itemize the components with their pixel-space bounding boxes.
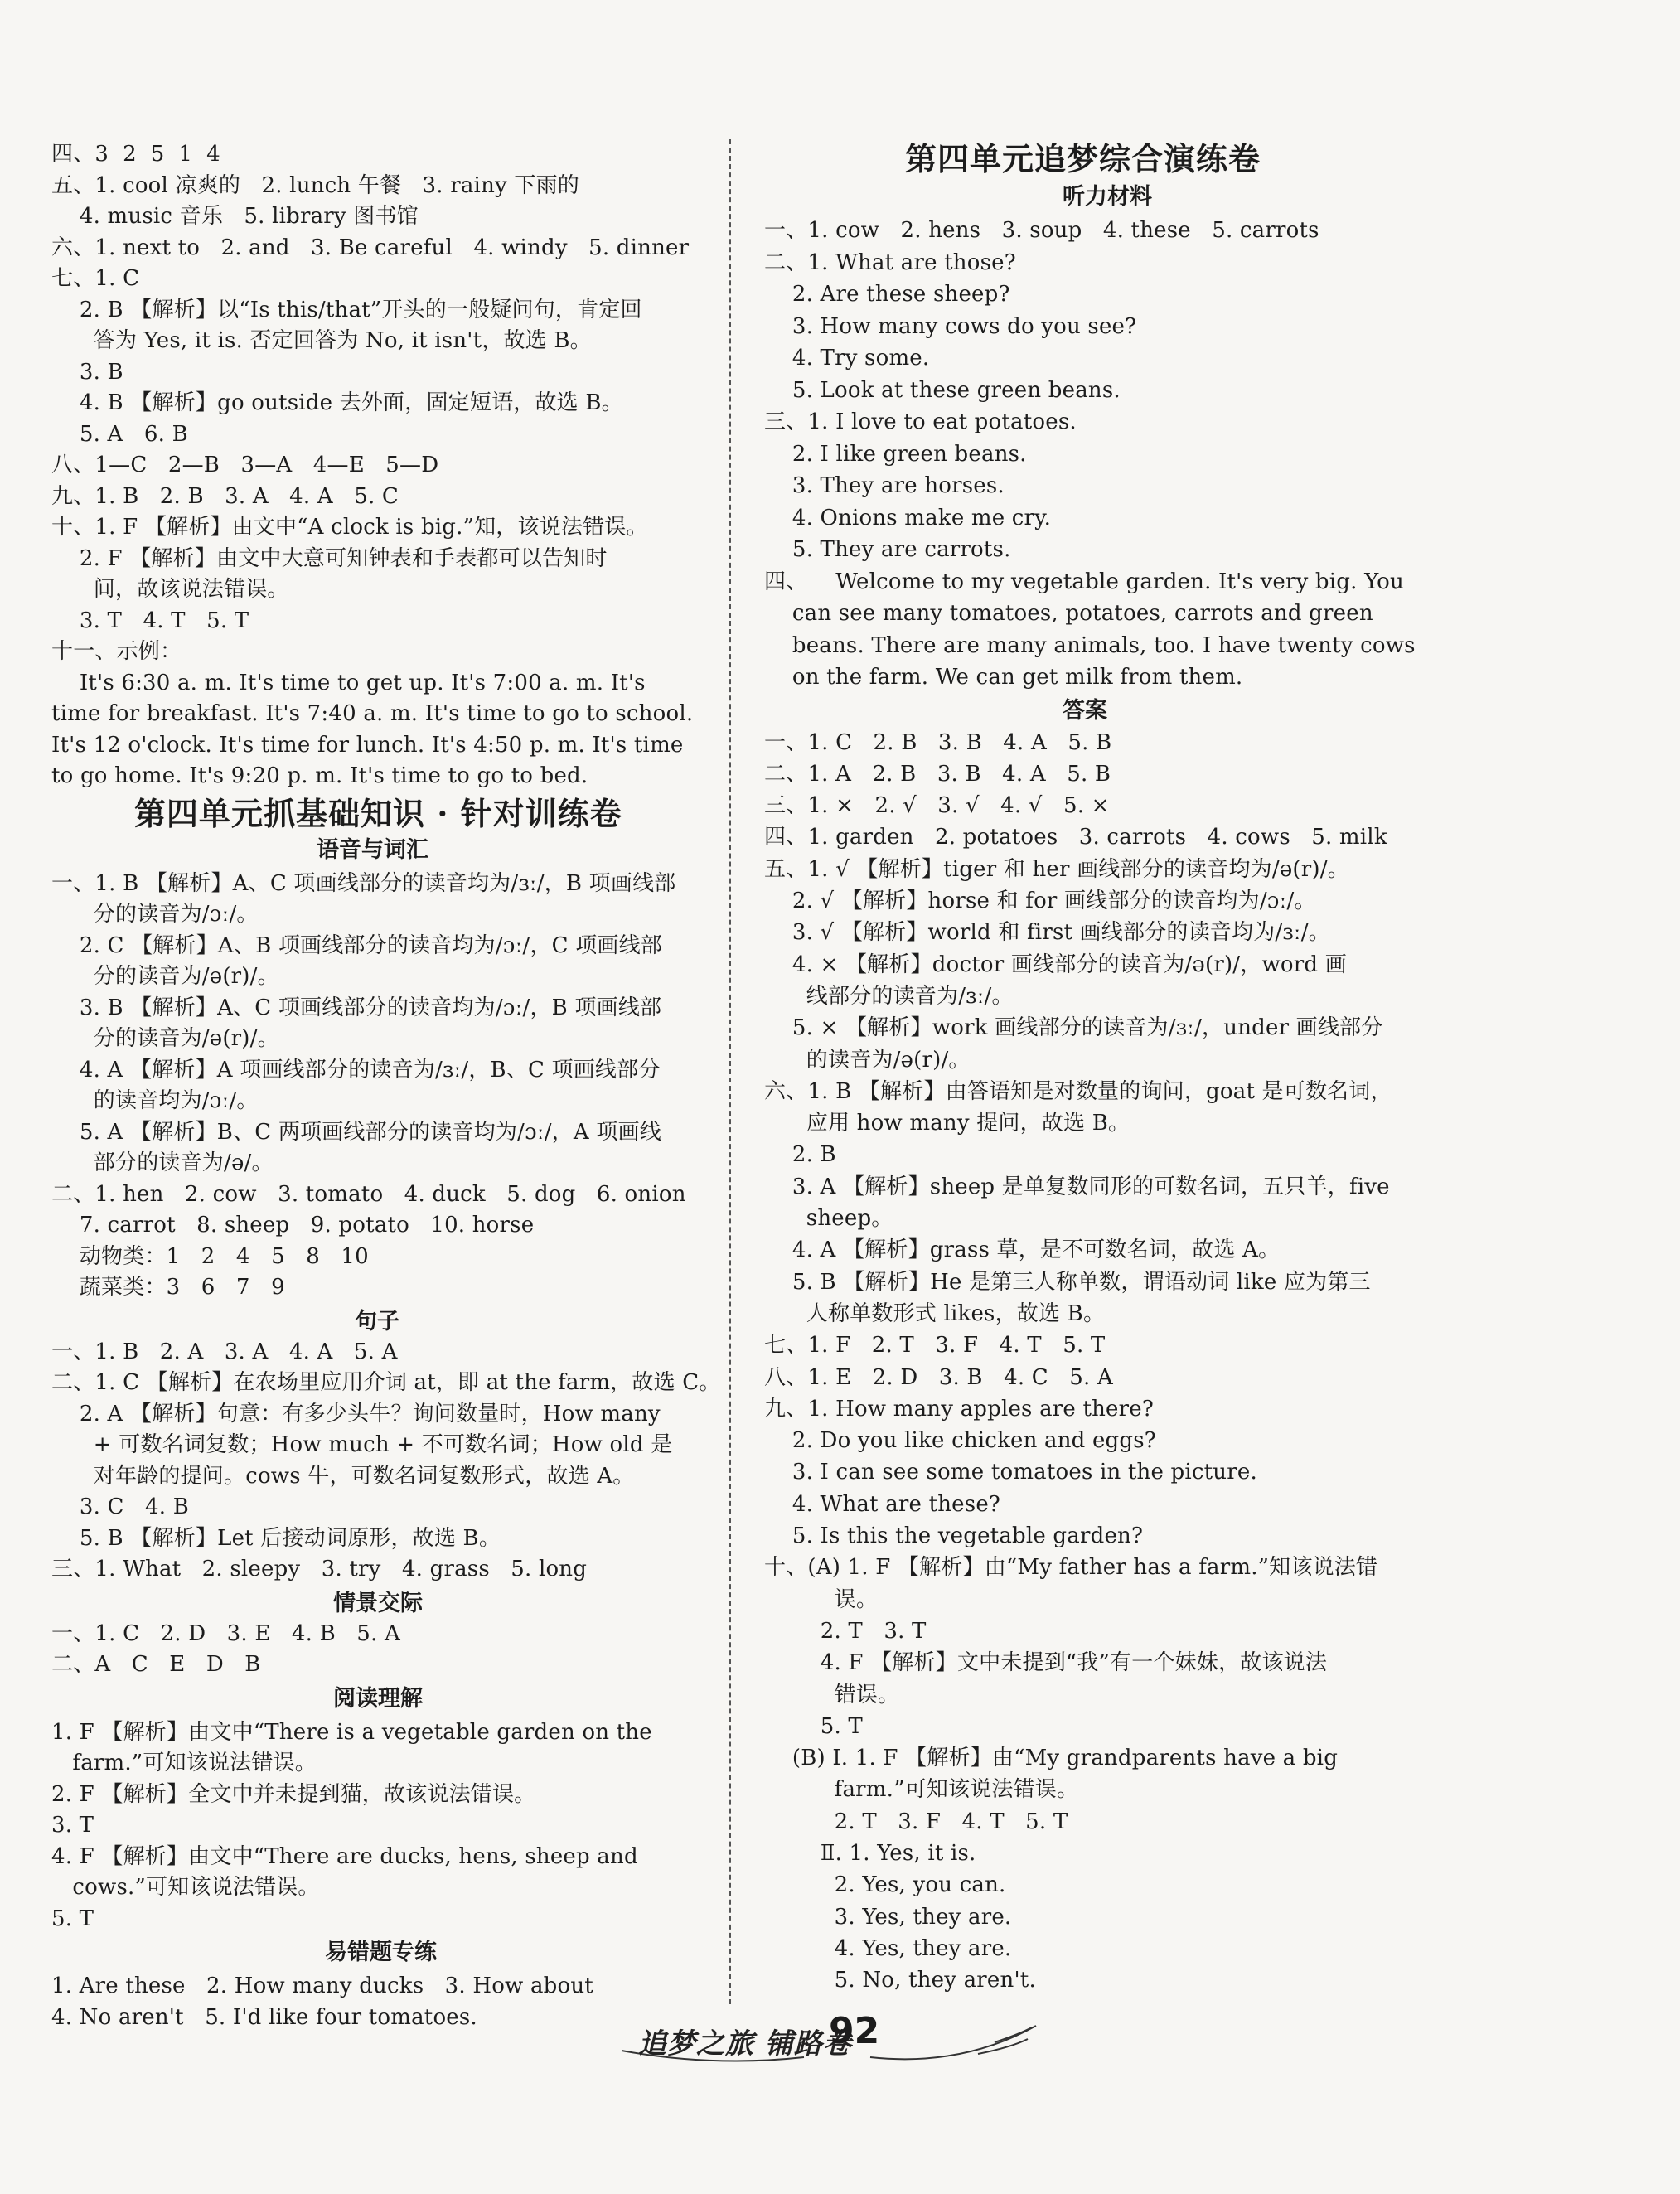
- text-line: 5. Is this the vegetable garden?: [764, 1523, 1144, 1548]
- text-line: 2. A 【解析】句意：有多少头牛？询问数量时，How many: [51, 1401, 661, 1426]
- text-line: 三、1. What 2. sleepy 3. try 4. grass 5. long: [51, 1557, 588, 1581]
- text-line: 五、1. cool 凉爽的 2. lunch 午餐 3. rainy 下雨的: [51, 172, 579, 198]
- text-line: cows.”可知该说法错误。: [51, 1875, 320, 1900]
- text-line: 4. A 【解析】grass 草，是不可数名词，故选 A。: [764, 1237, 1281, 1263]
- text-line: 2. F 【解析】由文中大意可知钟表和手表都可以告知时: [51, 545, 608, 571]
- text-line: 3. A 【解析】sheep 是单复数同形的可数名词，五只羊，five: [764, 1174, 1390, 1199]
- text-line: 五、1. √ 【解析】tiger 和 her 画线部分的读音均为/ə(r)/。: [764, 856, 1349, 882]
- text-line: 应用 how many 提问，故选 B。: [764, 1111, 1130, 1136]
- text-line: 分的读音为/ə(r)/。: [51, 964, 279, 989]
- text-line: beans. There are many animals, too. I have twenty cows: [764, 632, 1416, 658]
- text-line: 2. I like green beans.: [764, 441, 1027, 467]
- text-line: 2. T 3. T: [764, 1618, 927, 1644]
- text-line: 八、1—C 2—B 3—A 4—E 5—D: [51, 453, 439, 477]
- text-line: 2. T 3. F 4. T 5. T: [764, 1809, 1068, 1834]
- text-line: 3. I can see some tomatoes in the picture.: [764, 1460, 1257, 1485]
- text-line: 误。: [764, 1586, 879, 1612]
- text-line: 3. T 4. T 5. T: [51, 608, 249, 633]
- text-line: sheep。: [764, 1206, 893, 1231]
- page-number: 92: [829, 2010, 880, 2052]
- text-line: 线部分的读音为/ɜː/。: [764, 983, 1014, 1009]
- text-line: 一、1. C 2. D 3. E 4. B 5. A: [51, 1620, 400, 1646]
- text-line: 4. What are these?: [764, 1491, 1001, 1517]
- text-line: 3. √ 【解析】world 和 first 画线部分的读音均为/ɜː/。: [764, 920, 1330, 946]
- text-line: time for breakfast. It's 7:40 a. m. It's time to go to school.: [51, 701, 694, 726]
- text-line: 2. B 【解析】以“Is this/that”开头的一般疑问句，肯定回: [51, 297, 642, 322]
- text-line: 一、1. C 2. B 3. B 4. A 5. B: [764, 729, 1112, 755]
- text-line: 2. F 【解析】全文中并未提到猫，故该说法错误。: [51, 1781, 536, 1807]
- text-line: 2. Yes, you can.: [764, 1872, 1006, 1898]
- subsection-heading: 易错题专练: [325, 1940, 437, 1965]
- text-line: 一、1. B 2. A 3. A 4. A 5. A: [51, 1339, 398, 1364]
- column-divider: [729, 139, 731, 2004]
- text-line: 分的读音为/ɔː/。: [51, 902, 259, 927]
- subsection-heading: 语音与词汇: [317, 836, 428, 863]
- section-title: 第四单元追梦综合演练卷: [905, 140, 1261, 177]
- text-line: 4. No aren't 5. I'd like four tomatoes.: [51, 2004, 477, 2030]
- text-line: 六、1. B 【解析】由答语知是对数量的询问，goat 是可数名词，: [764, 1078, 1392, 1104]
- subsection-heading: 句子: [355, 1308, 399, 1334]
- text-line: 4. A 【解析】A 项画线部分的读音为/ɜː/，B、C 项画线部分: [51, 1057, 661, 1082]
- text-line: 三、1. × 2. √ 3. √ 4. √ 5. ×: [764, 793, 1110, 819]
- text-line: 5. T: [51, 1906, 94, 1931]
- text-line: 二、A C E D B: [51, 1652, 261, 1677]
- text-line: 5. They are carrots.: [764, 537, 1011, 562]
- text-line: 4. F 【解析】由文中“There are ducks, hens, sheep and: [51, 1843, 638, 1869]
- text-line: 4. Onions make me cry.: [764, 505, 1052, 530]
- text-line: 一、1. cow 2. hens 3. soup 4. these 5. carrots: [764, 218, 1319, 243]
- text-line: 的读音为/ə(r)/。: [764, 1047, 971, 1073]
- text-line: 2. Do you like chicken and eggs?: [764, 1428, 1156, 1454]
- text-line: 5. No, they aren't.: [764, 1968, 1036, 1993]
- text-line: 人称单数形式 likes，故选 B。: [764, 1300, 1106, 1326]
- text-line: 2. √ 【解析】horse 和 for 画线部分的读音均为/ɔː/。: [764, 889, 1316, 913]
- text-line: 四、 Welcome to my vegetable garden. It's very big. You: [764, 569, 1404, 594]
- text-line: 十、(A) 1. F 【解析】由“My father has a farm.”知该说法错: [764, 1555, 1378, 1581]
- text-line: can see many tomatoes, potatoes, carrots and green: [764, 601, 1373, 626]
- text-line: 4. F 【解析】文中未提到“我”有一个妹妹，故该说法: [764, 1650, 1328, 1676]
- text-line: 间，故该说法错误。: [51, 577, 289, 602]
- text-line: 对年龄的提问。cows 牛，可数名词复数形式，故选 A。: [51, 1463, 635, 1489]
- text-line: 3. They are horses.: [764, 473, 1005, 498]
- text-line: 5. B 【解析】He 是第三人称单数，谓语动词 like 应为第三: [764, 1269, 1371, 1295]
- text-line: 5. T: [764, 1713, 863, 1739]
- text-line: 的读音均为/ɔː/。: [51, 1088, 259, 1113]
- text-line: 二、1. hen 2. cow 3. tomato 4. duck 5. dog 6. onion: [51, 1181, 686, 1207]
- brand-logo: 追梦之旅 铺路卷: [638, 2027, 852, 2061]
- text-line: 7. carrot 8. sheep 9. potato 10. horse: [51, 1213, 535, 1237]
- text-line: 3. B 【解析】A、C 项画线部分的读音均为/ɔː/，B 项画线部: [51, 995, 662, 1020]
- text-line: 3. How many cows do you see?: [764, 313, 1137, 339]
- text-line: 蔬菜类：3 6 7 9: [51, 1275, 285, 1300]
- text-line: 动物类：1 2 4 5 8 10: [51, 1243, 369, 1269]
- text-line: 4. Try some.: [764, 346, 930, 371]
- text-line: It's 12 o'clock. It's time for lunch. It's 4:50 p. m. It's time: [51, 732, 684, 758]
- text-line: to go home. It's 9:20 p. m. It's time to go to bed.: [51, 763, 588, 788]
- text-line: Ⅱ. 1. Yes, it is.: [764, 1841, 976, 1866]
- text-line: 一、1. B 【解析】A、C 项画线部分的读音均为/ɜː/，B 项画线部: [51, 870, 676, 896]
- text-line: 2. B: [764, 1142, 836, 1168]
- text-line: 二、1. What are those?: [764, 249, 1016, 275]
- text-line: 九、1. How many apples are there?: [764, 1396, 1154, 1421]
- text-line: 八、1. E 2. D 3. B 4. C 5. A: [764, 1364, 1113, 1390]
- text-line: 七、1. F 2. T 3. F 4. T 5. T: [764, 1333, 1106, 1359]
- text-line: 5. Look at these green beans.: [764, 377, 1121, 403]
- text-line: 分的读音为/ə(r)/。: [51, 1026, 279, 1051]
- text-line: 2. Are these sheep?: [764, 282, 1010, 307]
- text-line: 1. Are these 2. How many ducks 3. How about: [51, 1974, 593, 1998]
- text-line: 3. Yes, they are.: [764, 1904, 1012, 1930]
- text-line: 3. B: [51, 359, 123, 385]
- subsection-heading: 情景交际: [333, 1590, 423, 1616]
- text-line: 十一、示例：: [51, 639, 182, 664]
- text-line: 5. × 【解析】work 画线部分的读音为/ɜː/，under 画线部分: [764, 1015, 1383, 1041]
- text-line: farm.”可知该说法错误。: [764, 1777, 1079, 1803]
- text-line: 5. A 【解析】B、C 两项画线部分的读音均为/ɔː/，A 项画线: [51, 1119, 661, 1145]
- section-title: 第四单元抓基础知识 · 针对训练卷: [134, 794, 622, 832]
- subsection-heading: 听力材料: [1063, 184, 1152, 210]
- text-line: 答为 Yes, it is. 否定回答为 No, it isn't，故选 B。: [51, 328, 592, 353]
- text-line: 5. A 6. B: [51, 421, 188, 447]
- subsection-heading: 答案: [1063, 697, 1107, 724]
- text-line: 1. F 【解析】由文中“There is a vegetable garden on the: [51, 1719, 652, 1745]
- text-line: + 可数名词复数；How much + 不可数名词；How old 是: [51, 1432, 673, 1457]
- text-line: 四、3 2 5 1 4: [51, 142, 220, 167]
- text-line: It's 6:30 a. m. It's time to get up. It's 7:00 a. m. It's: [51, 670, 646, 695]
- text-line: 4. music 音乐 5. library 图书馆: [51, 204, 419, 229]
- text-line: 二、1. A 2. B 3. B 4. A 5. B: [764, 761, 1111, 787]
- text-line: 5. B 【解析】Let 后接动词原形，故选 B。: [51, 1525, 501, 1551]
- text-line: 4. Yes, they are.: [764, 1935, 1012, 1961]
- text-line: 十、1. F 【解析】由文中“A clock is big.”知，该说法错误。: [51, 515, 648, 540]
- text-line: 二、1. C 【解析】在农场里应用介词 at，即 at the farm，故选 C。: [51, 1370, 721, 1395]
- text-line: 3. T: [51, 1813, 94, 1838]
- text-line: 九、1. B 2. B 3. A 4. A 5. C: [51, 483, 399, 509]
- text-line: 3. C 4. B: [51, 1494, 189, 1519]
- text-line: 六、1. next to 2. and 3. Be careful 4. windy 5. dinner: [51, 235, 690, 260]
- text-line: 4. × 【解析】doctor 画线部分的读音为/ə(r)/，word 画: [764, 952, 1347, 977]
- text-line: 四、1. garden 2. potatoes 3. carrots 4. cows 5. milk: [764, 825, 1387, 850]
- text-line: 2. C 【解析】A、B 项画线部分的读音均为/ɔː/，C 项画线部: [51, 932, 663, 958]
- text-line: 三、1. I love to eat potatoes.: [764, 409, 1077, 434]
- subsection-heading: 阅读理解: [333, 1685, 423, 1712]
- text-line: 七、1. C: [51, 266, 140, 291]
- text-line: 4. B 【解析】go outside 去外面，固定短语，故选 B。: [51, 390, 623, 415]
- text-line: farm.”可知该说法错误。: [51, 1751, 317, 1775]
- text-line: 错误。: [764, 1682, 900, 1707]
- text-line: on the farm. We can get milk from them.: [764, 665, 1243, 690]
- text-line: 部分的读音为/ə/。: [51, 1150, 274, 1175]
- text-line: (B) Ⅰ. 1. F 【解析】由“My grandparents have a big: [764, 1746, 1339, 1771]
